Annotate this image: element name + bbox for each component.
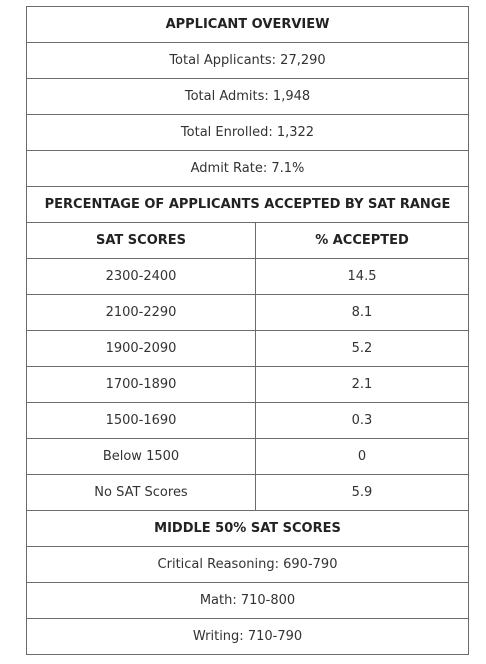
accepted-cell: 5.9 — [256, 475, 469, 511]
total-enrolled: Total Enrolled: 1,322 — [27, 115, 469, 151]
accepted-cell: 8.1 — [256, 295, 469, 331]
table-row — [27, 475, 469, 511]
table-row — [27, 619, 469, 655]
table-row — [27, 79, 469, 115]
accepted-cell: 5.2 — [256, 331, 469, 367]
table-row — [27, 295, 469, 331]
table-row — [27, 115, 469, 151]
middle50-heading-row — [27, 511, 469, 547]
middle50-heading: MIDDLE 50% SAT SCORES — [27, 511, 469, 547]
sat-range-cell: 1500-1690 — [27, 403, 256, 439]
sat-range-cell: 1700-1890 — [27, 367, 256, 403]
table-row — [27, 151, 469, 187]
sat-range-cell: 2100-2290 — [27, 295, 256, 331]
accepted-cell: 0 — [256, 439, 469, 475]
table-row — [27, 43, 469, 79]
table-row — [27, 403, 469, 439]
table-row — [27, 259, 469, 295]
table-row — [27, 547, 469, 583]
table-row — [27, 439, 469, 475]
sat-range-cell: 1900-2090 — [27, 331, 256, 367]
total-applicants: Total Applicants: 27,290 — [27, 43, 469, 79]
accepted-cell: 0.3 — [256, 403, 469, 439]
overview-heading: APPLICANT OVERVIEW — [27, 7, 469, 43]
column-header-sat-scores: SAT SCORES — [27, 223, 256, 259]
sat-range-cell: No SAT Scores — [27, 475, 256, 511]
sat-range-column-headers — [27, 223, 469, 259]
sat-range-cell: Below 1500 — [27, 439, 256, 475]
math-range: Math: 710-800 — [27, 583, 469, 619]
accepted-cell: 14.5 — [256, 259, 469, 295]
admissions-table-container — [26, 6, 468, 655]
admit-rate: Admit Rate: 7.1% — [27, 151, 469, 187]
table-row — [27, 367, 469, 403]
table-row — [27, 583, 469, 619]
writing-range: Writing: 710-790 — [27, 619, 469, 655]
total-admits: Total Admits: 1,948 — [27, 79, 469, 115]
admissions-stats-table — [26, 6, 469, 655]
table-row — [27, 331, 469, 367]
column-header-percent-accepted: % ACCEPTED — [256, 223, 469, 259]
accepted-cell: 2.1 — [256, 367, 469, 403]
sat-range-heading: PERCENTAGE OF APPLICANTS ACCEPTED BY SAT RANGE — [27, 187, 469, 223]
overview-heading-row — [27, 7, 469, 43]
sat-range-cell: 2300-2400 — [27, 259, 256, 295]
sat-range-heading-row — [27, 187, 469, 223]
critical-reasoning-range: Critical Reasoning: 690-790 — [27, 547, 469, 583]
